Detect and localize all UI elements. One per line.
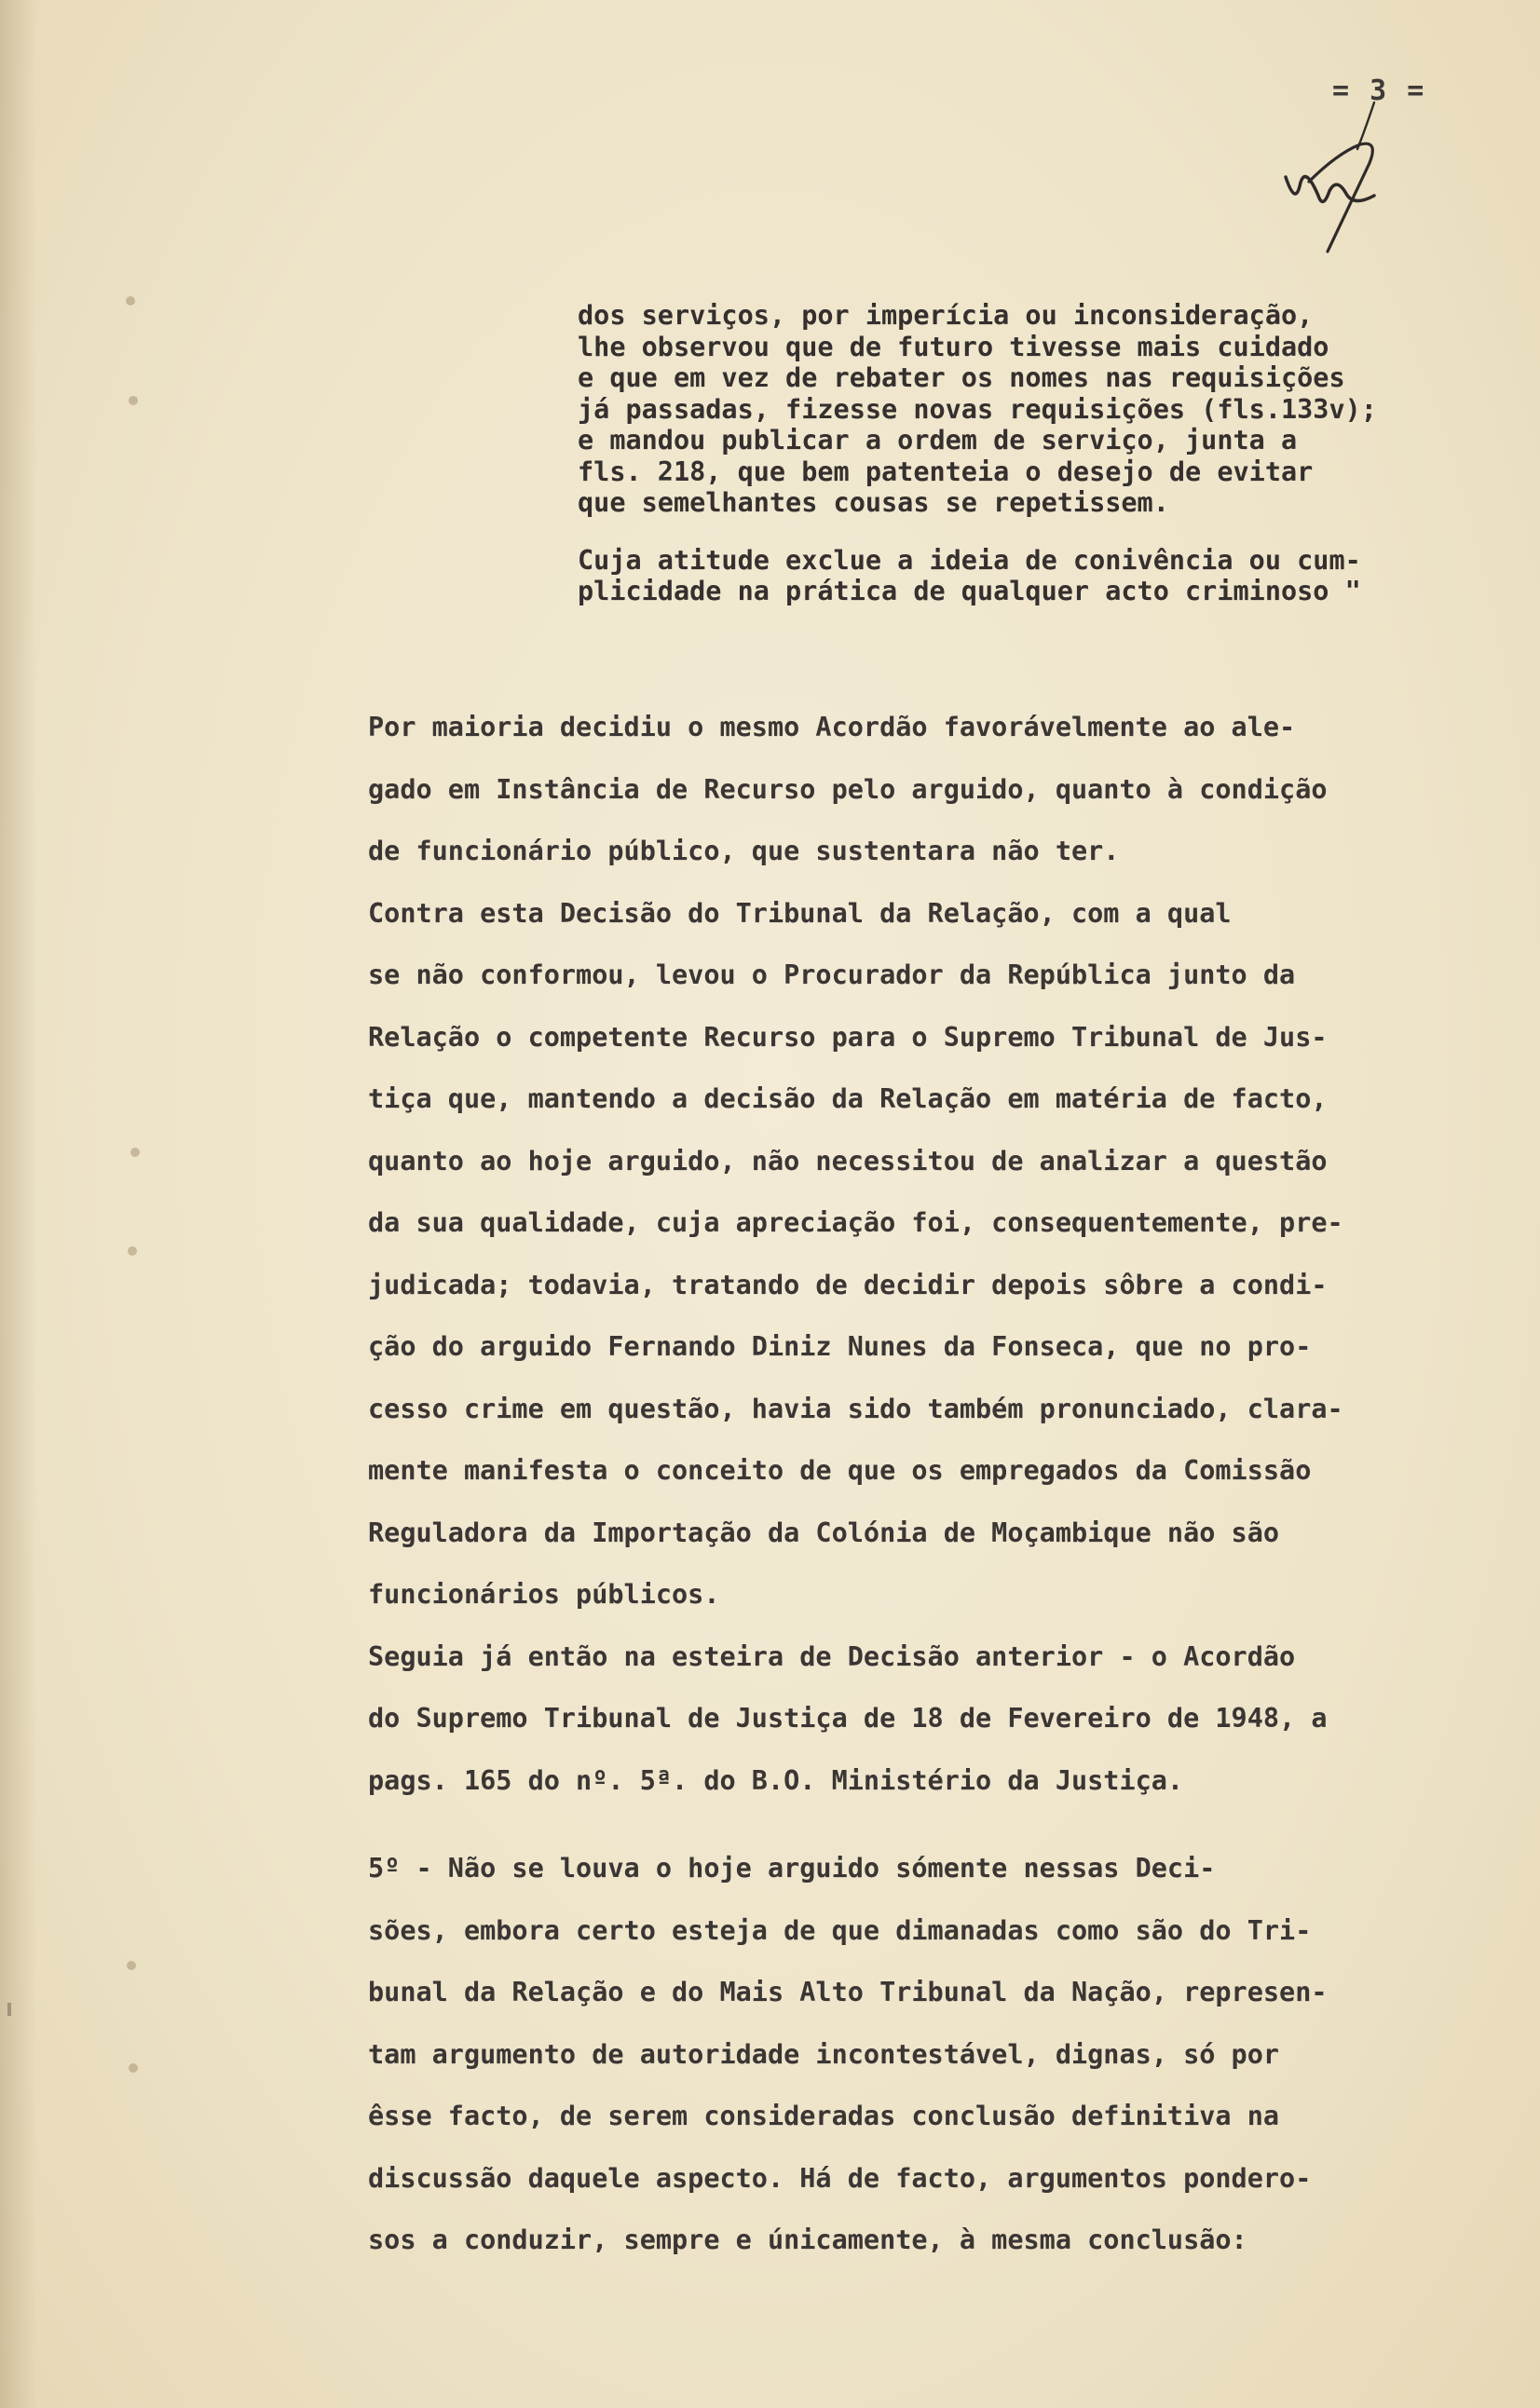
- punch-hole-icon: [126, 296, 135, 306]
- body-line: se não conformou, levou o Procurador da República junto da: [368, 959, 1296, 990]
- quote-line: já passadas, fizesse novas requisições (fls.133v);: [578, 393, 1377, 425]
- punch-hole-icon: [127, 1961, 136, 1970]
- quote-line: dos serviços, por imperícia ou inconsideração,: [578, 300, 1314, 331]
- staple-mark-icon: [7, 2003, 11, 2016]
- body-line: sos a conduzir, sempre e únicamente, à mesma conclusão:: [368, 2224, 1247, 2255]
- quote-line: fls. 218, que bem patenteia o desejo de evitar: [578, 456, 1314, 487]
- body-line: mente manifesta o conceito de que os empregados da Comissão: [368, 1455, 1312, 1486]
- body-line: discussão daquele aspecto. Há de facto, argumentos pondero-: [368, 2162, 1312, 2194]
- body-line: de funcionário público, que sustentara não ter.: [368, 836, 1120, 866]
- body-line: êsse facto, de serem consideradas conclusão definitiva na: [368, 2101, 1280, 2131]
- body-text: [368, 697, 1514, 2272]
- punch-hole-icon: [128, 1246, 137, 1256]
- body-line: Relação o competente Recurso para o Supremo Tribunal de Jus-: [368, 1021, 1328, 1053]
- quote-paragraph-2: [578, 545, 1500, 607]
- quote-paragraph-1: [578, 300, 1500, 519]
- body-line: gado em Instância de Recurso pelo arguido, quanto à condição: [368, 773, 1328, 805]
- quote-line: plicidade na prática de qualquer acto criminoso ": [578, 576, 1361, 606]
- quote-line: que semelhantes cousas se repetissem.: [578, 487, 1169, 518]
- body-line: tam argumento de autoridade incontestável, dignas, só por: [368, 2038, 1280, 2070]
- page-edge-shadow: [0, 0, 37, 2408]
- punch-hole-icon: [130, 1148, 140, 1157]
- body-line: tiça que, mantendo a decisão da Relação em matéria de facto,: [368, 1083, 1328, 1114]
- body-line: ção do arguido Fernando Diniz Nunes da Fonseca, que no pro-: [368, 1331, 1312, 1362]
- body-line: cesso crime em questão, havia sido também pronunciado, clara-: [368, 1393, 1343, 1424]
- body-line: Contra esta Decisão do Tribunal da Relação, com a qual: [368, 897, 1232, 929]
- body-line: do Supremo Tribunal de Justiça de 18 de Fevereiro de 1948, a: [368, 1703, 1328, 1734]
- body-line: judicada; todavia, tratando de decidir depois sôbre a condi-: [368, 1269, 1328, 1300]
- body-line: pags. 165 do nº. 5ª. do B.O. Ministério da Justiça.: [368, 1764, 1184, 1796]
- body-line: quanto ao hoje arguido, não necessitou de analizar a questão: [368, 1145, 1328, 1177]
- quote-line: e que em vez de rebater os nomes nas requisições: [578, 362, 1345, 393]
- body-line: bunal da Relação e do Mais Alto Tribunal da Nação, represen-: [368, 1977, 1328, 2007]
- body-line: Por maioria decidiu o mesmo Acordão favorávelmente ao ale-: [368, 712, 1296, 742]
- punch-hole-icon: [129, 2063, 138, 2073]
- signature-icon: [1272, 93, 1411, 261]
- body-line: 5º - Não se louva o hoje arguido sómente nessas Deci-: [368, 1853, 1216, 1884]
- punch-hole-icon: [129, 396, 138, 405]
- page-number: = 3 =: [1332, 75, 1426, 107]
- paragraph-gap: [368, 1812, 1514, 1838]
- quote-line: lhe observou que de futuro tivesse mais cuidado: [578, 331, 1329, 362]
- body-line: Seguia já então na esteira de Decisão anterior - o Acordão: [368, 1640, 1296, 1672]
- body-line: Reguladora da Importação da Colónia de Moçambique não são: [368, 1517, 1280, 1548]
- quote-line: Cuja atitude exclue a ideia de conivência ou cum-: [578, 544, 1361, 576]
- body-line: sões, embora certo esteja de que dimanadas como são do Tri-: [368, 1914, 1312, 1946]
- body-line: funcionários públicos.: [368, 1579, 720, 1610]
- body-line: da sua qualidade, cuja apreciação foi, consequentemente, pre-: [368, 1207, 1343, 1238]
- quoted-passage: [578, 300, 1500, 633]
- quote-line: e mandou publicar a ordem de serviço, junta a: [578, 425, 1298, 456]
